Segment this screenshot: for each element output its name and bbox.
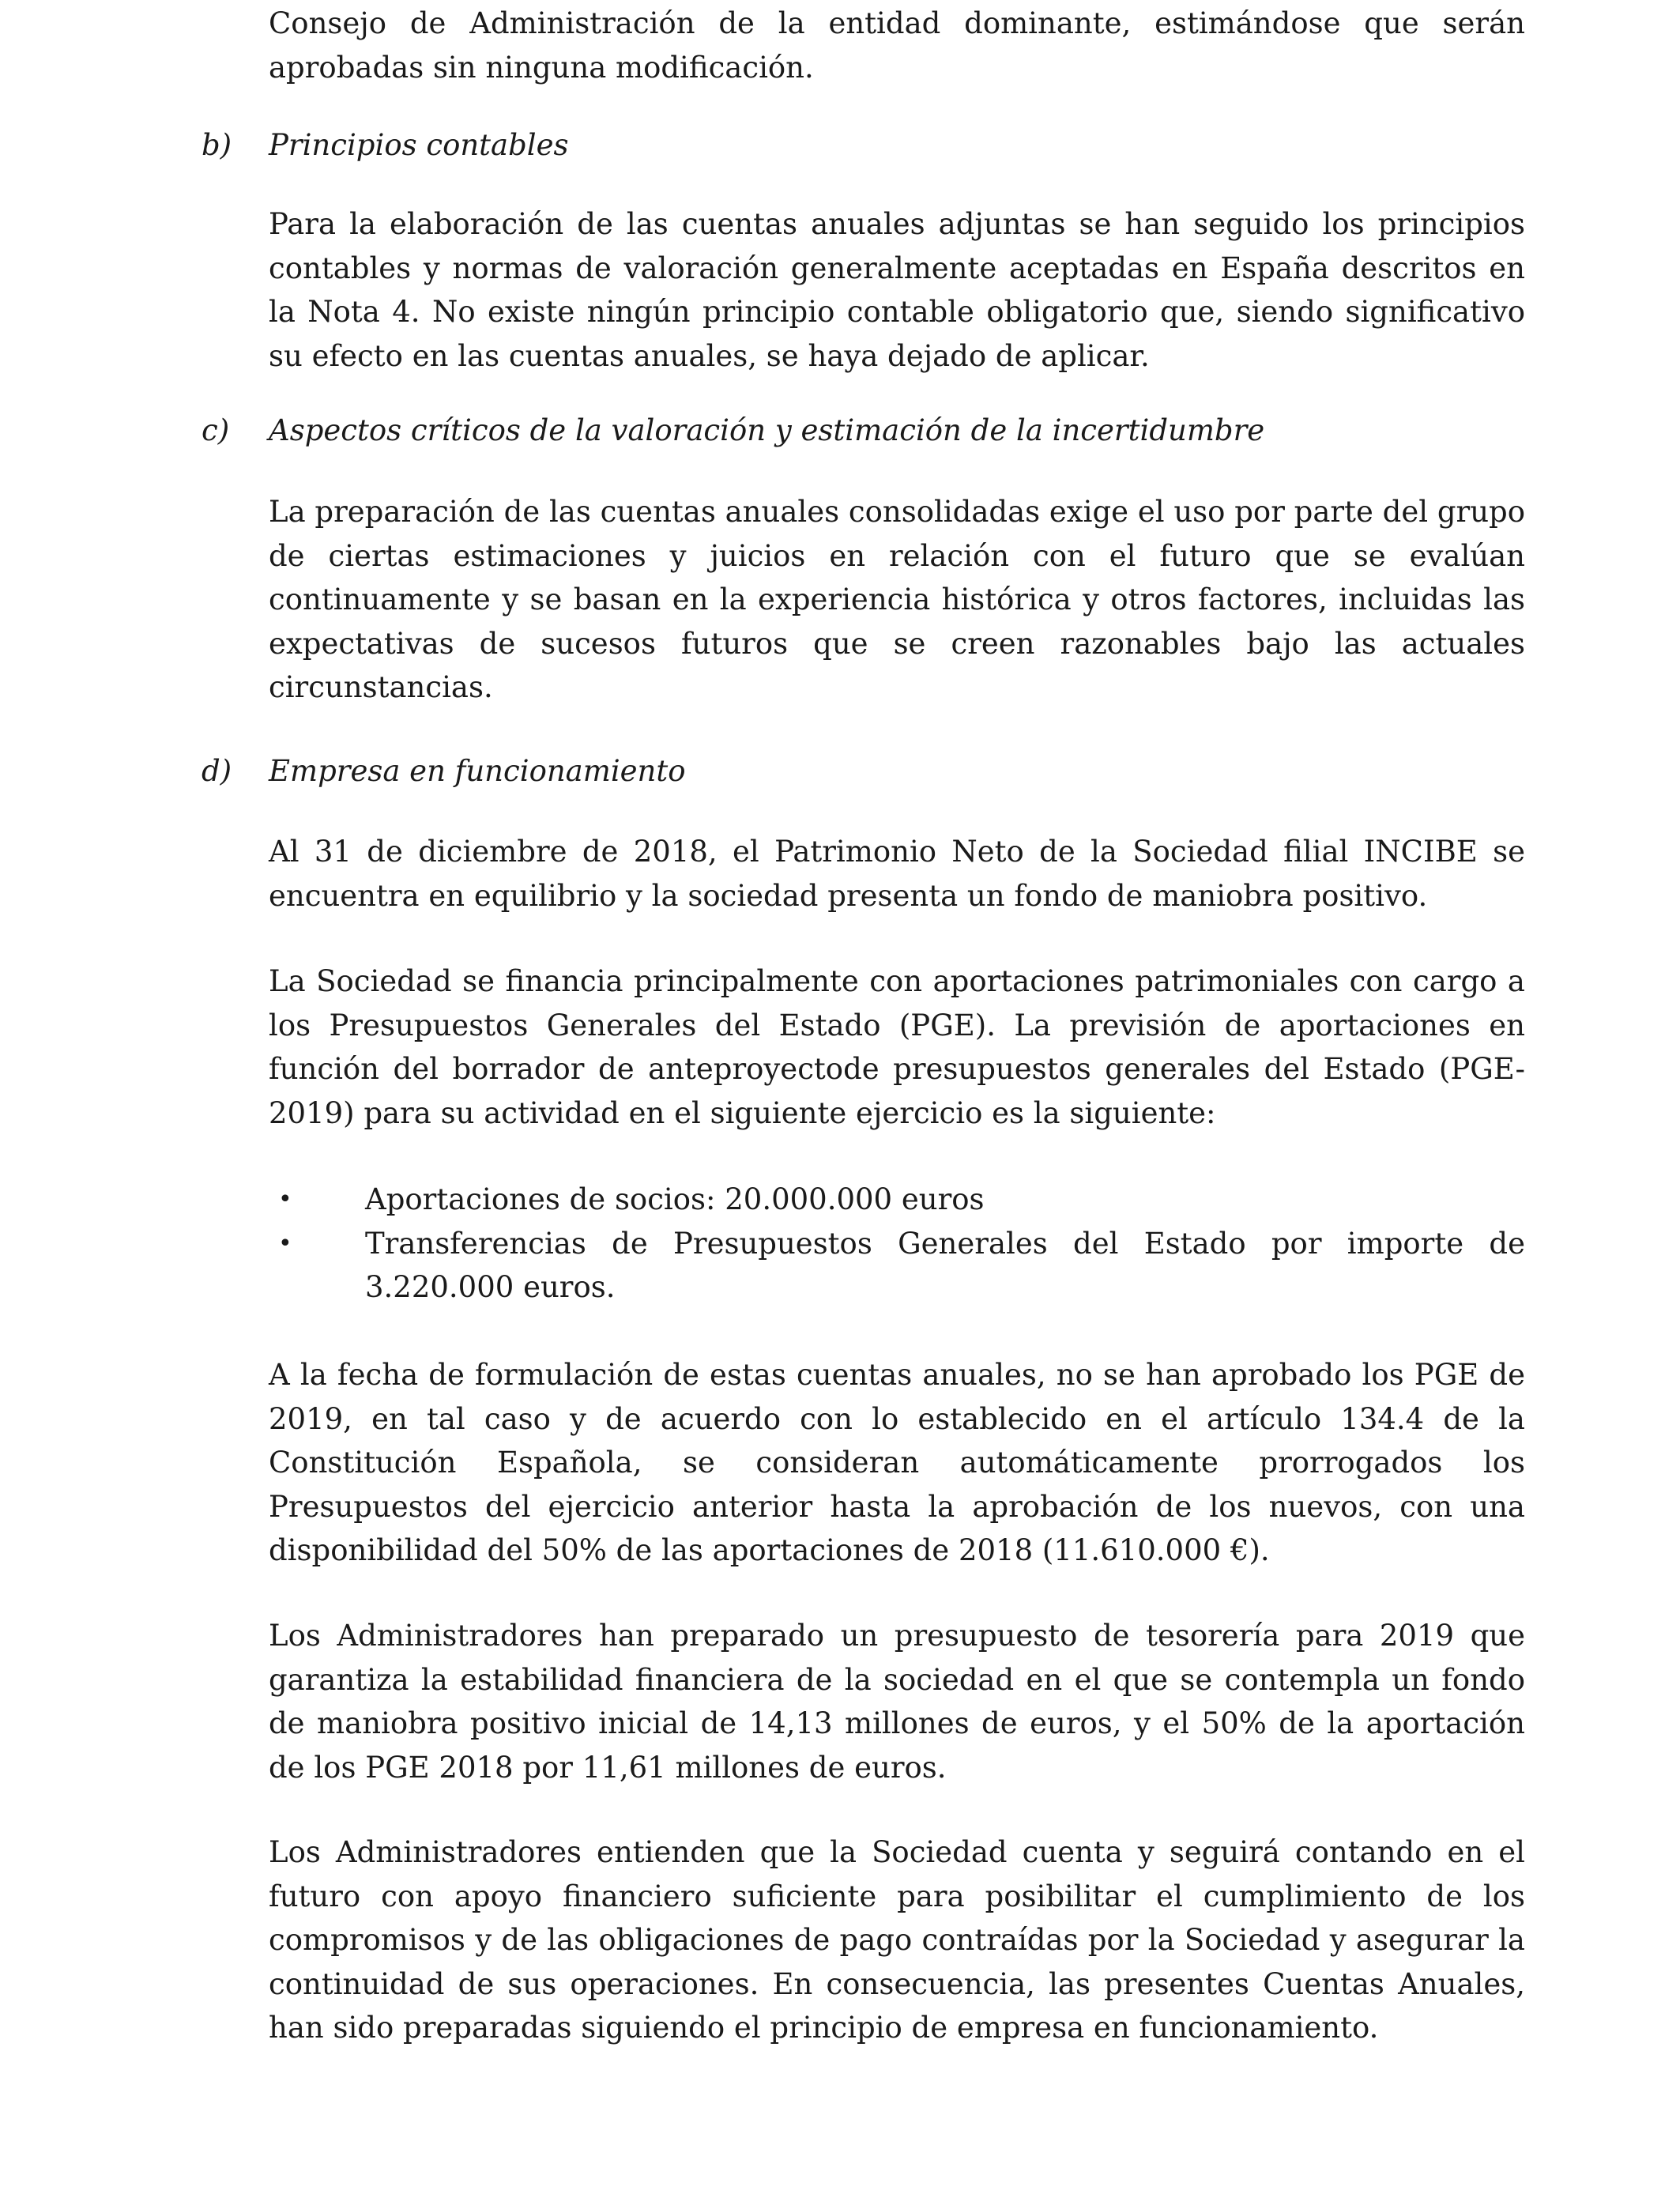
section-c-marker: c) (202, 413, 230, 447)
section-d-paragraph-3: A la fecha de formulación de estas cuentas anuales, no se han aprobado los PGE de 2019, en tal caso y de acuerdo con lo establecido en el artículo 134.4 de la Constitución Española, se consideran automáticamente prorrogados los Presupuestos del ejercicio anterior hasta la aprobación de los nuevos, con una disponibilidad del 50% de las aportaciones de 2018 (11.610.000 €). (269, 1358, 1525, 1567)
list-item (269, 1222, 1525, 1310)
contributions-list (269, 1178, 1525, 1310)
section-d-paragraph-4: Los Administradores han preparado un presupuesto de tesorería para 2019 que garantiza la estabilidad financiera de la sociedad en el que se contempla un fondo de maniobra positivo inicial de 14,13 millones de euros, y el 50% de la aportación de los PGE 2018 por 11,61 millones de euros. (269, 1619, 1525, 1785)
intro-paragraph: Consejo de Administración de la entidad dominante, estimándose que serán aprobadas sin ninguna modificación. (269, 6, 1525, 85)
bullet-icon: • (278, 1229, 292, 1257)
section-d-heading (202, 749, 1545, 793)
bullet-icon: • (278, 1186, 292, 1213)
section-d-paragraph-5: Los Administradores entienden que la Sociedad cuenta y seguirá contando en el futuro con apoyo financiero suficiente para posibilitar el cumplimiento de los compromisos y de las obligaciones de pago contraídas por la Sociedad y asegurar la continuidad de sus operaciones. En consecuencia, las presentes Cuentas Anuales, han sido preparadas siguiendo el principio de empresa en funcionamiento. (269, 1835, 1525, 2045)
section-d-paragraph-1: Al 31 de diciembre de 2018, el Patrimonio Neto de la Sociedad filial INCIBE se encuentra en equilibrio y la sociedad presenta un fondo de maniobra positivo. (269, 835, 1525, 913)
section-b-title: Principios contables (269, 128, 569, 162)
list-item-text: Transferencias de Presupuestos Generales del Estado por importe de 3.220.000 euros. (365, 1226, 1525, 1304)
section-d-marker: d) (202, 754, 232, 788)
section-b-heading (202, 123, 1545, 167)
section-d-paragraph-2: La Sociedad se financia principalmente con aportaciones patrimoniales con cargo a los Presupuestos Generales del Estado (PGE). La previsión de aportaciones en función del borrador de anteproyectode presupuestos generales del Estado (PGE-2019) para su actividad en el siguiente ejercicio es la siguiente: (269, 964, 1525, 1130)
list-item (269, 1178, 1525, 1222)
section-b-paragraph: Para la elaboración de las cuentas anuales adjuntas se han seguido los principios contables y normas de valoración generalmente aceptadas en España descritos en la Nota 4. No existe ningún principio contable obligatorio que, siendo significativo su efecto en las cuentas anuales, se haya dejado de aplicar. (269, 207, 1525, 373)
section-b-marker: b) (202, 128, 232, 162)
section-c-paragraph: La preparación de las cuentas anuales consolidadas exige el uso por parte del grupo de ciertas estimaciones y juicios en relación con el futuro que se evalúan continuamente y se basan en la experiencia histórica y otros factores, incluidas las expectativas de sucesos futuros que se creen razonables bajo las actuales circunstancias. (269, 495, 1525, 704)
section-d-title: Empresa en funcionamiento (269, 754, 686, 788)
section-c-heading (202, 409, 1545, 452)
list-item-text: Aportaciones de socios: 20.000.000 euros (365, 1182, 985, 1216)
section-c-title: Aspectos críticos de la valoración y estimación de la incertidumbre (269, 413, 1265, 447)
